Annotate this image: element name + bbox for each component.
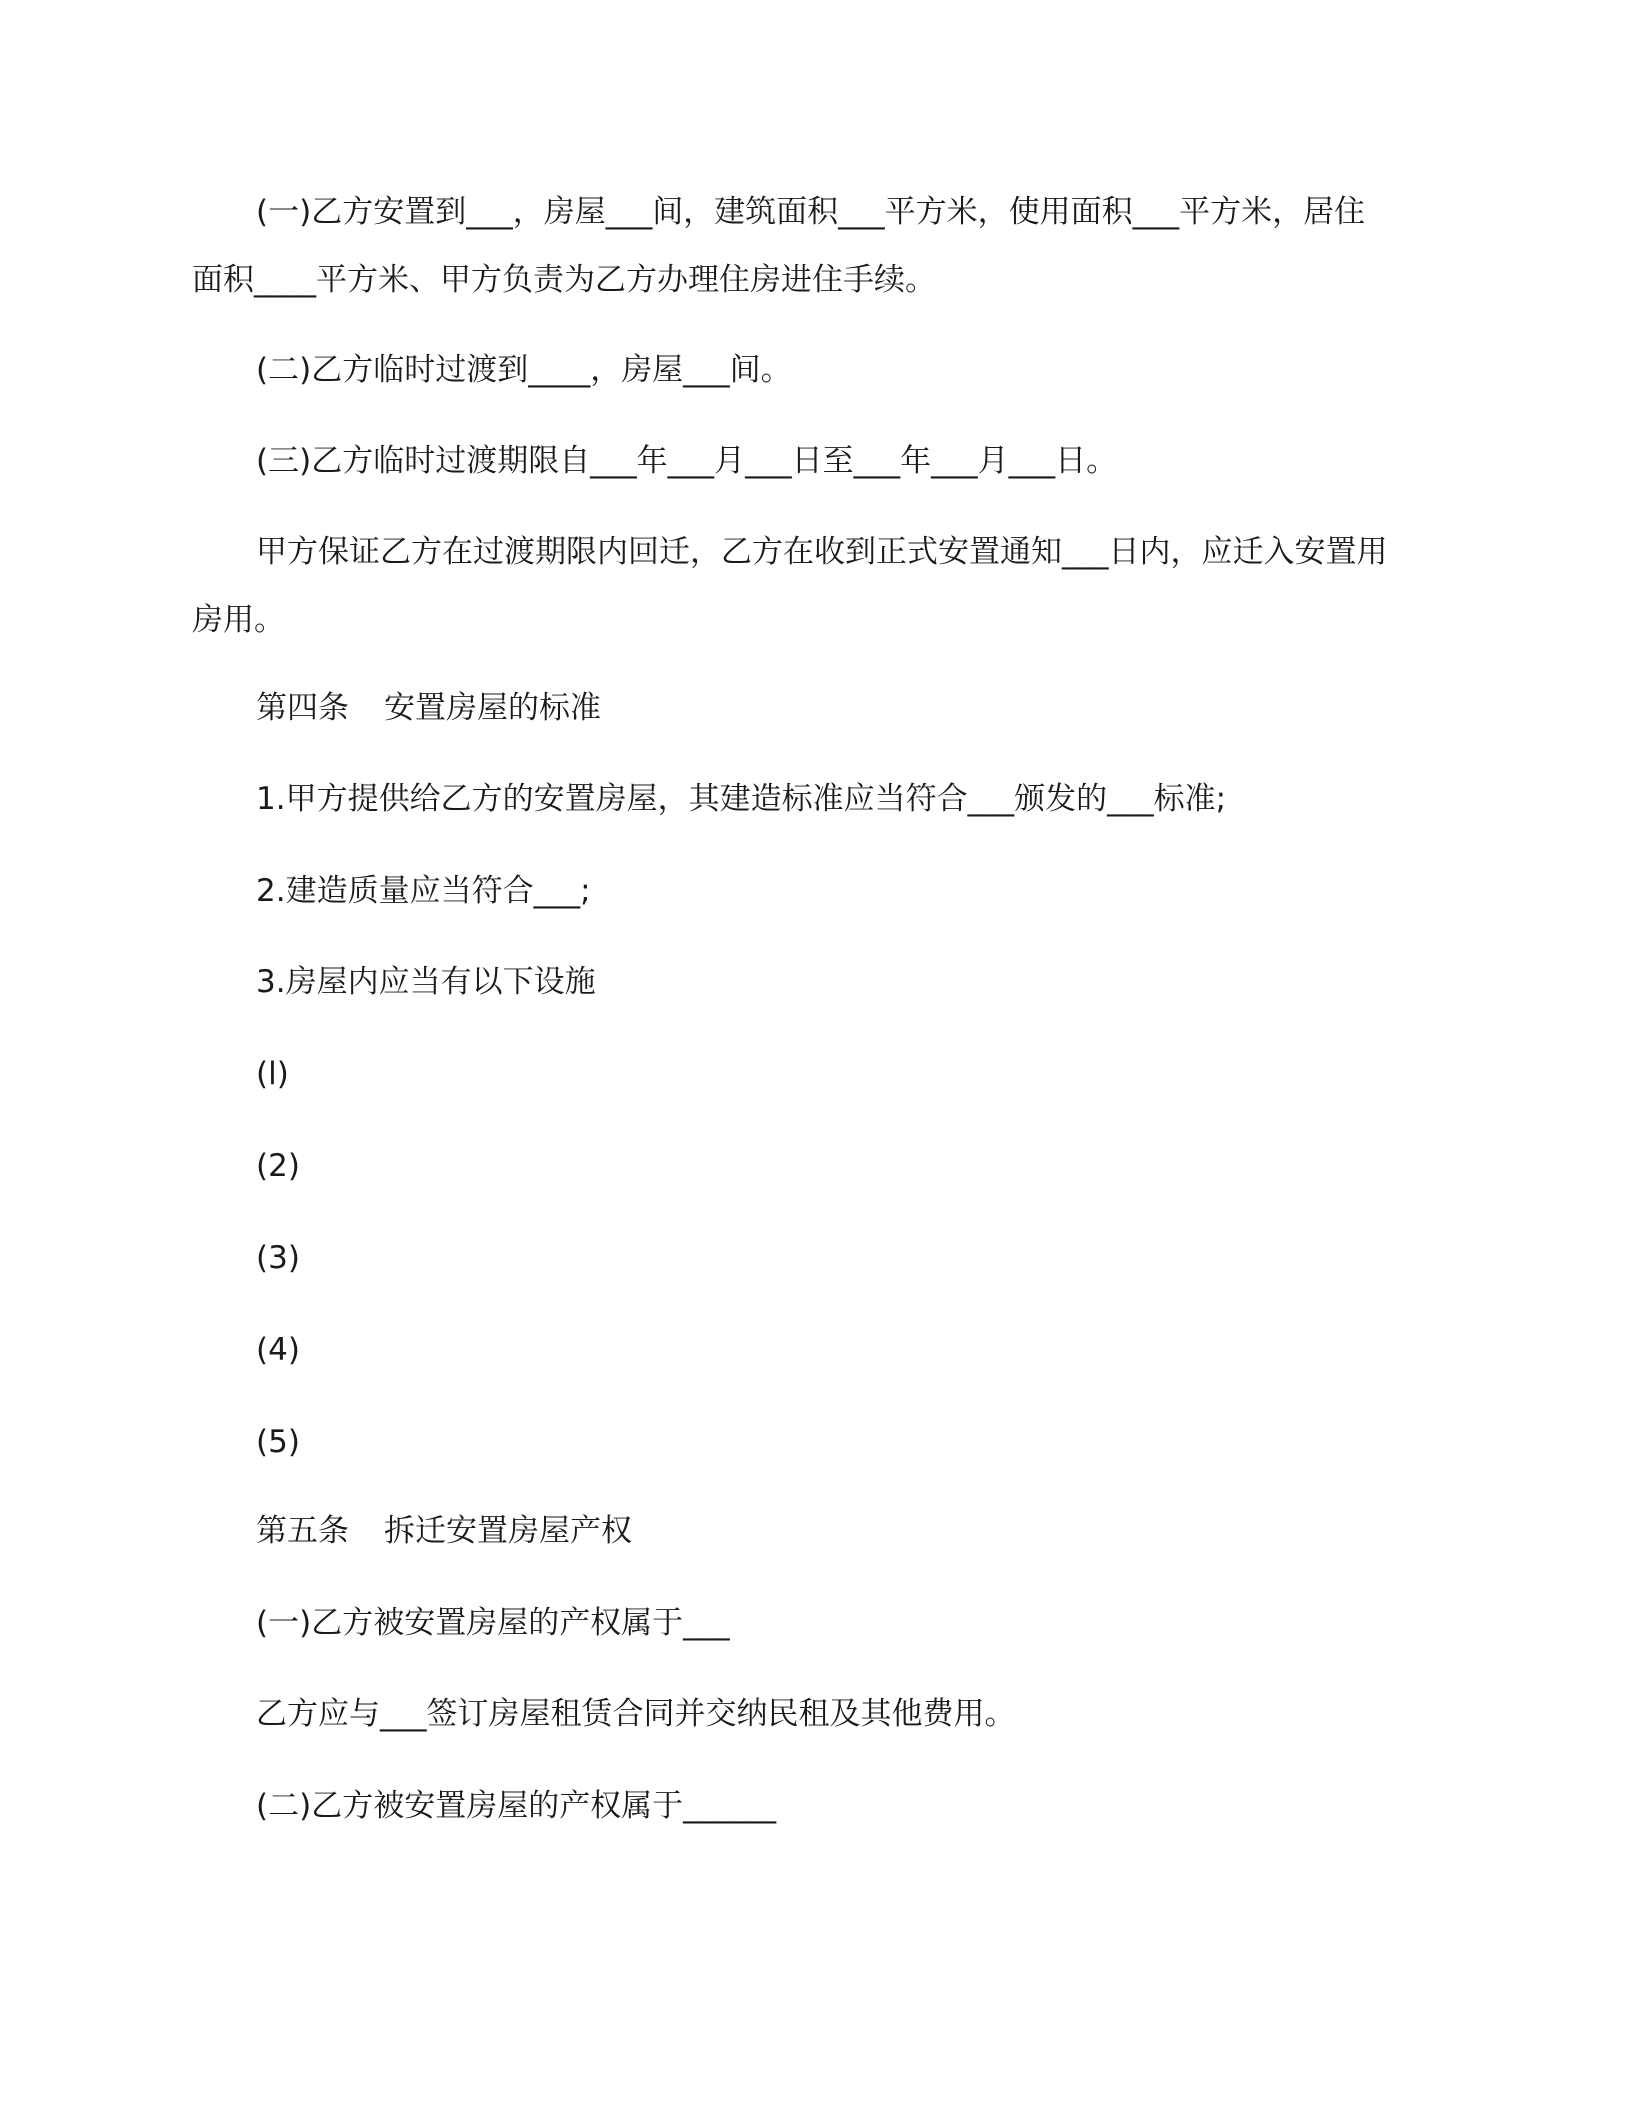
article-heading-5 xyxy=(192,1497,1506,1565)
paragraph-line: 面积____平方米、甲方负责为乙方办理住房进住手续。 xyxy=(192,262,936,298)
sub-item-2: (2) xyxy=(256,1148,300,1184)
article-title: 安置房屋的标准 xyxy=(384,690,601,726)
paragraph-temporary-transition: (二)乙方临时过渡到____，房屋___间。 xyxy=(256,352,792,388)
sub-item-5: (5) xyxy=(256,1424,300,1460)
article-heading-4 xyxy=(192,674,1506,742)
paragraph-property-right-1: (一)乙方被安置房屋的产权属于___ xyxy=(256,1605,730,1641)
article-title: 拆迁安置房屋产权 xyxy=(384,1513,632,1549)
paragraph-transition-period: (三)乙方临时过渡期限自___年___月___日至___年___月___日。 xyxy=(256,443,1118,479)
paragraph-return-guarantee xyxy=(192,518,1442,654)
paragraph-line: 房用。 xyxy=(192,602,285,638)
paragraph-line: (一)乙方安置到___，房屋___间，建筑面积___平方米，使用面积___平方米，居住 xyxy=(256,194,1366,230)
list-item-1: 1.甲方提供给乙方的安置房屋，其建造标准应当符合___颁发的___标准; xyxy=(256,781,1227,817)
list-item-2: 2.建造质量应当符合___; xyxy=(256,873,591,909)
sub-item-1: (l) xyxy=(256,1056,289,1092)
paragraph-line: 甲方保证乙方在过渡期限内回迁，乙方在收到正式安置通知___日内，应迁入安置用 xyxy=(256,534,1388,570)
paragraph-resettlement-location xyxy=(192,178,1442,314)
paragraph-property-right-2: (二)乙方被安置房屋的产权属于______ xyxy=(256,1788,777,1824)
sub-item-4: (4) xyxy=(256,1332,300,1368)
paragraph-lease-contract: 乙方应与___签订房屋租赁合同并交纳民租及其他费用。 xyxy=(256,1696,1016,1732)
list-item-3: 3.房屋内应当有以下设施 xyxy=(256,964,596,1000)
sub-item-3: (3) xyxy=(256,1240,300,1276)
article-number: 第五条 xyxy=(256,1513,349,1549)
article-number: 第四条 xyxy=(256,690,349,726)
